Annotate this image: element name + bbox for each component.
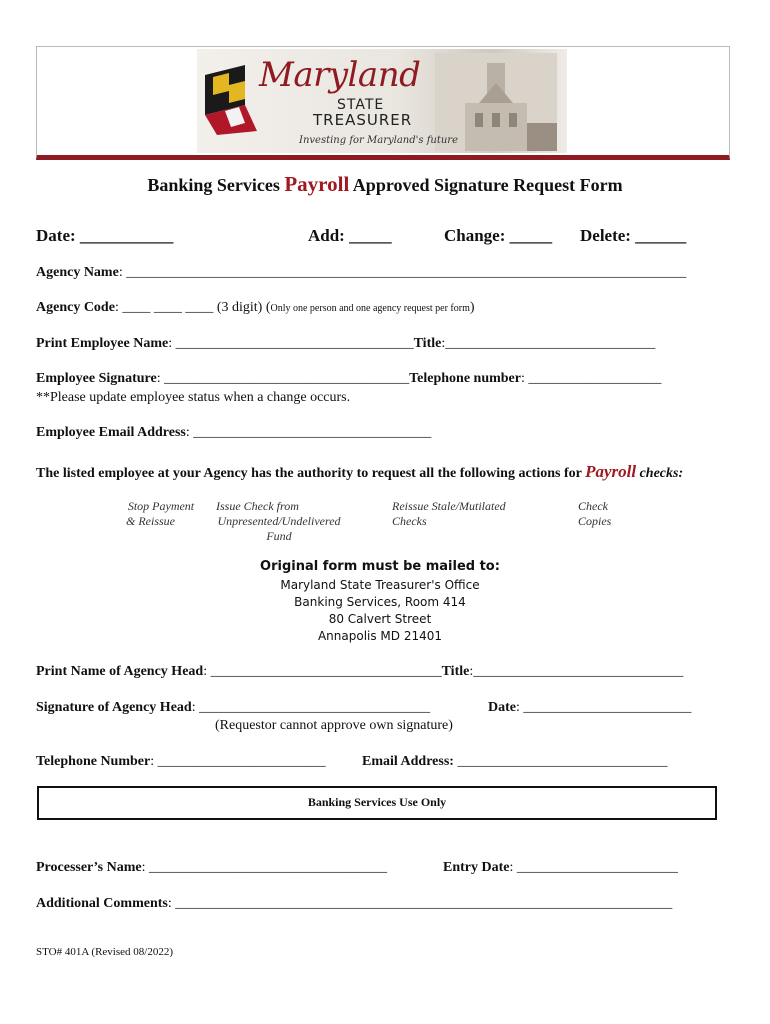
add-field[interactable]: Add: _____ [308,226,392,245]
authority-text: The listed employee at your Agency has the authority to request all the following actions for [36,466,586,481]
print-employee-row[interactable] [36,336,655,352]
change-field[interactable]: Change: _____ [444,226,553,245]
form-number: STO# 401A (Revised 08/2022) [36,946,173,958]
entry-date-line[interactable]: : _______________________ [509,860,678,875]
authority-payroll: Payroll [585,462,637,481]
agency-code-note: Only one person and one agency request per form [270,303,470,314]
employee-email-line[interactable]: : __________________________________ [185,425,432,440]
mailing-heading: Original form must be mailed to: [260,559,500,574]
agency-head-title-label: Title [441,664,470,679]
action-line: Issue Check from [216,499,299,513]
employee-signature-label: Employee Signature [36,371,157,386]
banking-use-only-box [37,786,717,820]
print-employee-label: Print Employee Name [36,336,169,351]
agency-name-line[interactable]: : ________________________________________________________________________________ [118,265,687,280]
action-line: & Reissue [126,514,175,528]
agency-head-telephone-row[interactable] [36,754,326,770]
agency-head-email-label: Email Address: [362,754,454,769]
action-issue-check [204,499,354,544]
brand-treasurer: TREASURER [313,111,413,129]
agency-head-signature-row[interactable] [36,700,430,716]
employee-title-line[interactable]: :______________________________ [441,336,656,351]
brand-maryland-script: Maryland [259,55,421,95]
comments-line[interactable]: : _______________________________________________________________________ [167,896,673,911]
date-field[interactable]: Date: ___________ [36,226,174,245]
agency-name-row[interactable] [36,265,686,281]
employee-title-label: Title [413,336,442,351]
agency-head-date-line[interactable]: : ________________________ [516,700,692,715]
form-title [0,172,770,197]
employee-email-label: Employee Email Address [36,425,186,440]
banking-use-only-label: Banking Services Use Only [307,795,447,809]
agency-name-label: Agency Name [36,265,119,280]
telephone-line[interactable]: : ___________________ [520,371,662,386]
mailing-line-2: Banking Services, Room 414 [294,595,466,609]
mailing-line-3: 80 Calvert Street [328,612,432,626]
employee-signature-line[interactable]: : ___________________________________ [156,371,410,386]
agency-head-email-line[interactable]: ______________________________ [453,754,668,769]
maryland-flag-icon [205,65,267,135]
agency-code-label: Agency Code [36,300,115,315]
agency-head-name-line[interactable]: : _________________________________ [203,664,442,679]
print-employee-line[interactable]: : __________________________________ [168,336,414,351]
action-reissue-stale [392,499,522,529]
agency-code-close: ) [469,300,475,315]
comments-row[interactable] [36,896,672,912]
agency-head-name-label: Print Name of Agency Head [36,664,204,679]
telephone-label: Telephone number [409,371,521,386]
agency-head-signature-line[interactable]: : _________________________________ [191,700,431,715]
agency-head-telephone-line[interactable]: : ________________________ [150,754,326,769]
action-line: Stop Payment [127,499,195,513]
entry-date-row[interactable] [443,860,678,876]
action-line: Check [578,499,608,513]
agency-head-date-label: Date [488,700,516,715]
action-line: Unpresented/Undelivered [217,514,341,528]
agency-head-signature-label: Signature of Agency Head [36,700,192,715]
mailing-line-4: Annapolis MD 21401 [317,629,443,643]
processor-label: Processer’s Name [36,860,142,875]
header-logo-banner [36,46,730,160]
delete-field[interactable]: Delete: ______ [580,226,687,245]
brand-tagline: Investing for Maryland's future [299,135,458,146]
agency-head-telephone-label: Telephone Number [36,754,151,769]
action-check-copies [578,499,638,529]
agency-head-title-line[interactable]: :______________________________ [469,664,684,679]
action-line: Copies [578,514,612,528]
mailing-line-1: Maryland State Treasurer's Office [280,578,480,592]
agency-code-line[interactable]: : ____ ____ ____ (3 digit) ( [114,300,271,315]
action-line: Fund [266,529,292,543]
title-payroll: Payroll [284,172,350,196]
brand-state: STATE [337,97,385,113]
approve-note: (Requestor cannot approve own signature) [215,718,453,733]
action-stop-payment [118,499,204,529]
processor-row[interactable] [36,860,387,876]
agency-code-row[interactable] [36,300,475,316]
agency-head-email-row[interactable] [362,754,667,770]
title-part1: Banking Services [147,175,285,195]
agency-head-name-row[interactable] [36,664,683,680]
agency-head-date-row[interactable] [488,700,691,716]
comments-label: Additional Comments [36,896,168,911]
employee-signature-row[interactable] [36,371,661,387]
action-line: Reissue Stale/Mutilated [392,499,506,513]
authority-suffix: checks: [636,466,684,481]
entry-date-label: Entry Date [443,860,510,875]
employee-email-row[interactable] [36,425,431,441]
authority-statement [36,462,683,482]
status-note: **Please update employee status when a change occurs. [36,390,351,405]
processor-line[interactable]: : __________________________________ [141,860,387,875]
action-line: Checks [392,514,427,528]
title-part2: Approved Signature Request Form [349,175,623,195]
